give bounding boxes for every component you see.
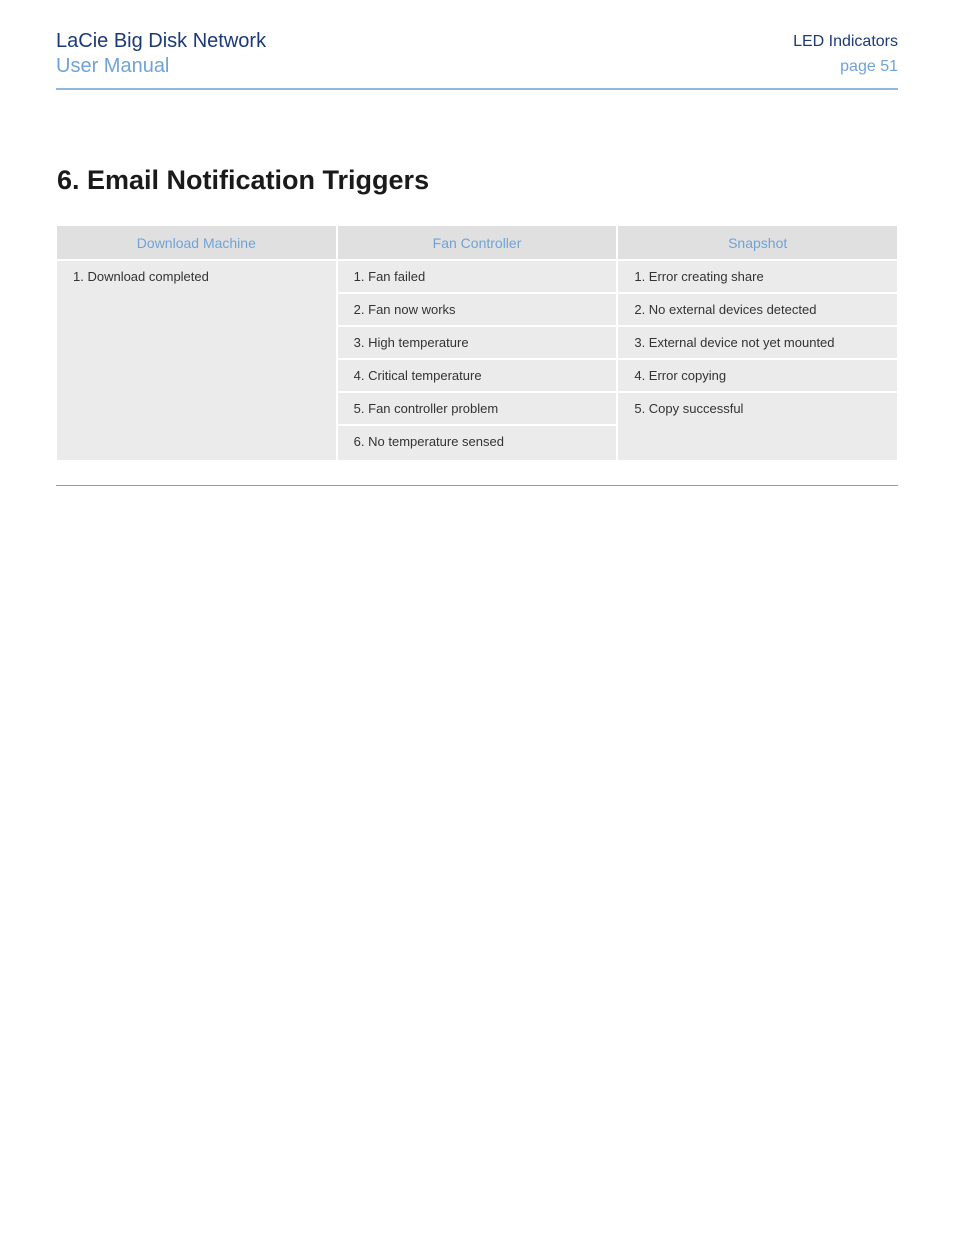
- page-header: [56, 28, 898, 90]
- column-header-download-machine: Download Machine: [57, 226, 336, 259]
- table-cell: 3. External device not yet mounted: [618, 327, 897, 358]
- column-header-fan-controller: Fan Controller: [338, 226, 617, 259]
- section-name: LED Indicators: [793, 33, 898, 50]
- table-cell: 4. Critical temperature: [338, 360, 617, 391]
- column-snapshot: [618, 226, 897, 460]
- column-download-machine: [57, 226, 336, 460]
- table-cell: 3. High temperature: [338, 327, 617, 358]
- column-header-snapshot: Snapshot: [618, 226, 897, 259]
- header-left: [56, 28, 266, 78]
- table-cell: 2. No external devices detected: [618, 294, 897, 325]
- table-cell: 2. Fan now works: [338, 294, 617, 325]
- table-cell: 1. Error creating share: [618, 261, 897, 292]
- table-cell: 1. Fan failed: [338, 261, 617, 292]
- table-cell: 5. Fan controller problem: [338, 393, 617, 424]
- table-cell: 6. No temperature sensed: [338, 426, 617, 460]
- bottom-divider: [56, 485, 898, 486]
- table-cell: 4. Error copying: [618, 360, 897, 391]
- table-cell: 5. Copy successful: [618, 393, 897, 460]
- column-fan-controller: [338, 226, 617, 460]
- product-name: LaCie Big Disk Network: [56, 30, 267, 52]
- page-number: page 51: [840, 58, 898, 75]
- document-type: User Manual: [56, 55, 170, 77]
- notification-triggers-table: [57, 226, 897, 460]
- table-cell: 1. Download completed: [57, 261, 336, 460]
- header-right: [793, 28, 898, 79]
- page-title: 6. Email Notification Triggers: [57, 165, 430, 195]
